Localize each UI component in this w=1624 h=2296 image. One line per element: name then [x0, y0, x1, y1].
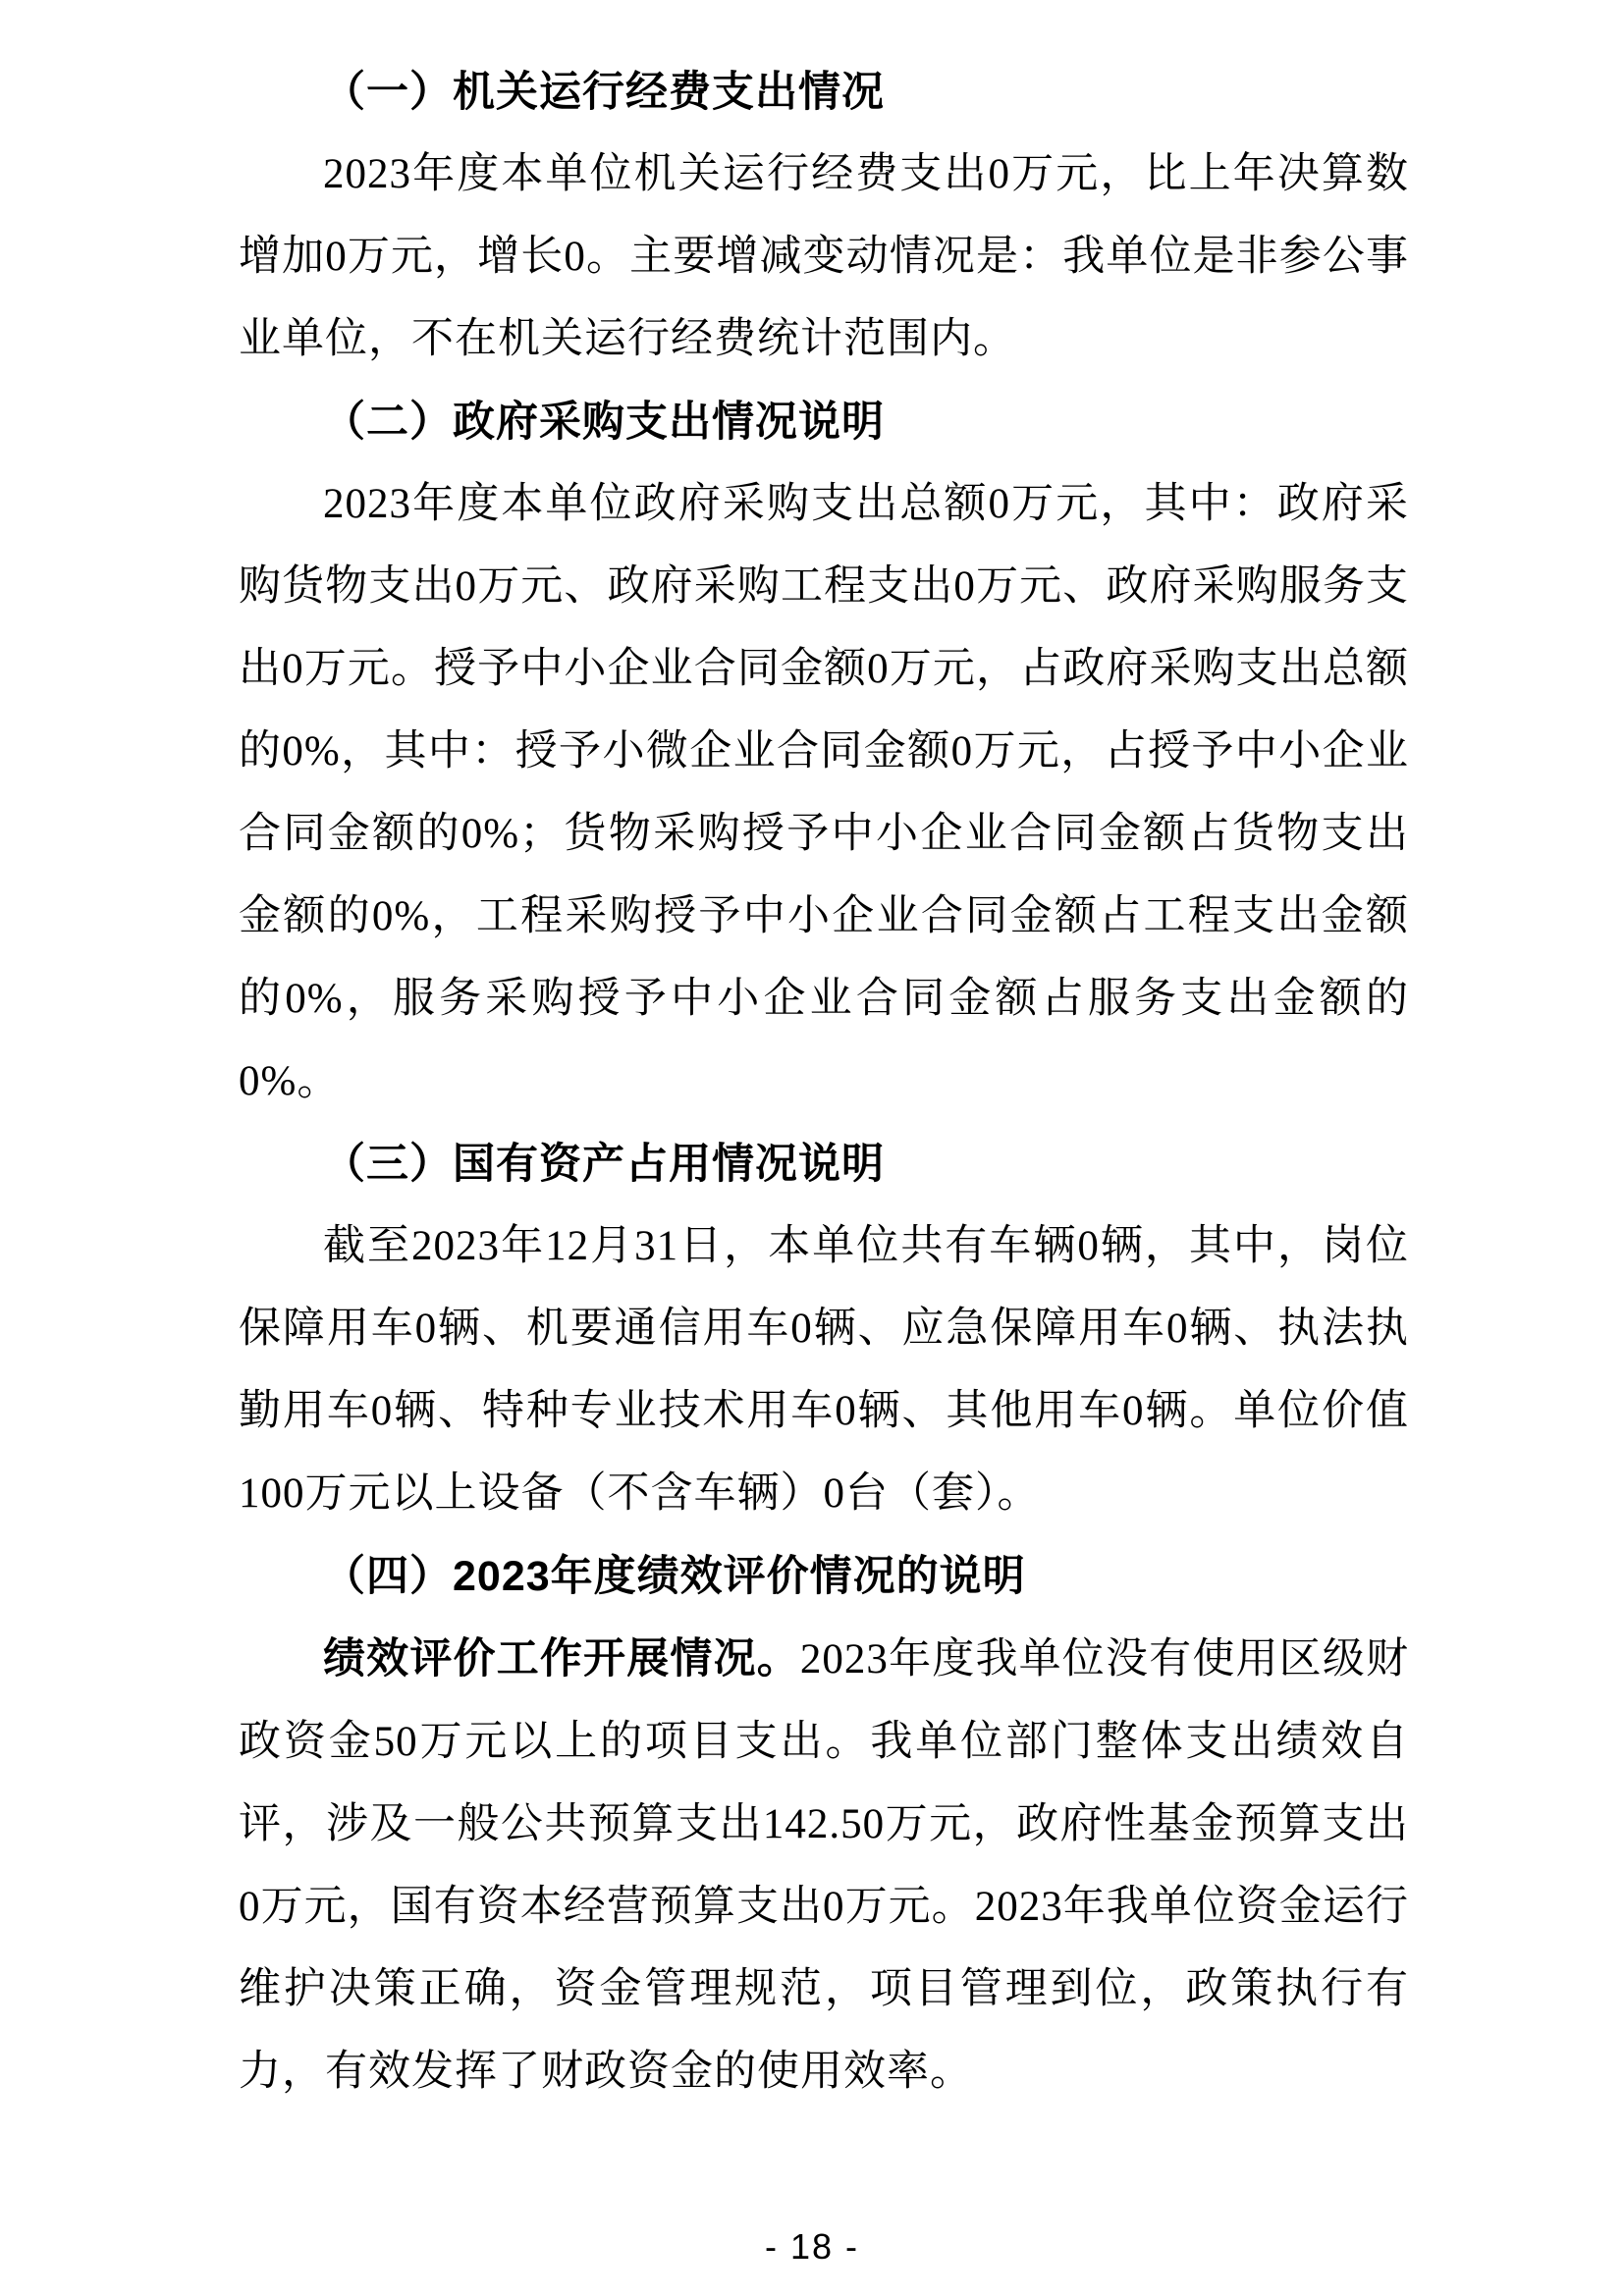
paragraph-performance-evaluation — [239, 1618, 1409, 2113]
section-heading-government-procurement: （二）政府采购支出情况说明 — [323, 399, 885, 446]
paragraph-rest: 2023年度我单位没有使用区级财政资金50万元以上的项目支出。我单位部门整体支出绩效自评，涉及一般公共预算支出142.50万元，政府性基金预算支出0万元，国有资本经营预算支出0万元。2023年我单位资金运行维护决策正确，资金管理规范，项目管理到位，政策执行有力，有效发挥了财政资金的使用效率。 — [239, 1636, 1410, 2095]
paragraph-state-assets: 截至2023年12月31日，本单位共有车辆0辆，其中，岗位保障用车0辆、机要通信用车0辆、应急保障用车0辆、执法执勤用车0辆、特种专业技术用车0辆、其他用车0辆。单位价值100万元以上设备（不含车辆）0台（套）。 — [239, 1223, 1409, 1517]
section-heading-agency-operating-expense: （一）机关运行经费支出情况 — [323, 69, 885, 116]
paragraph-government-procurement: 2023年度本单位政府采购支出总额0万元，其中：政府采购货物支出0万元、政府采购工程支出0万元、政府采购服务支出0万元。授予中小企业合同金额0万元，占政府采购支出总额的0%，其中：授予小微企业合同金额0万元，占授予中小企业合同金额的0%；货物采购授予中小企业合同金额占货物支出金额的0%，工程采购授予中小企业合同金额占工程支出金额的0%，服务采购授予中小企业合同金额占服务支出金额的0%。 — [239, 481, 1409, 1104]
section-heading-performance-evaluation: （四）2023年度绩效评价情况的说明 — [323, 1553, 1026, 1600]
paragraph-agency-operating-expense: 2023年度本单位机关运行经费支出0万元，比上年决算数增加0万元，增长0。主要增减变动情况是：我单位是非参公事业单位，不在机关运行经费统计范围内。 — [239, 151, 1409, 362]
section-heading-state-assets: （三）国有资产占用情况说明 — [323, 1141, 885, 1188]
page-footer — [0, 2226, 1624, 2268]
page-number: - 18 - — [764, 2226, 860, 2267]
paragraph-lead-bold: 绩效评价工作开展情况。 — [323, 1635, 800, 1682]
document-body — [239, 51, 1409, 2113]
